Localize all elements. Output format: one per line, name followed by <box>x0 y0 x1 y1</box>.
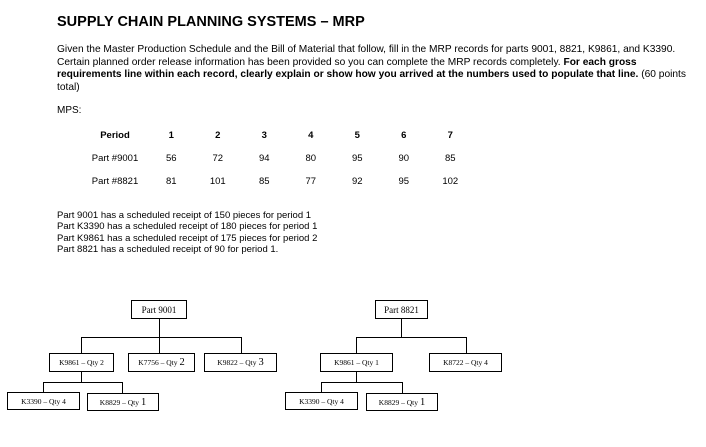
bom-node-label: K9822 – Qty <box>217 358 257 367</box>
period-4: 4 <box>308 130 314 141</box>
table-cell: 94 <box>258 153 270 164</box>
points-text: (60 points total) <box>57 69 686 93</box>
instructions-bold-text: For each gross requirements line within each record, clearly explain or show how you arrived at the numbers used to populate that line. <box>57 56 639 80</box>
page-title: SUPPLY CHAIN PLANNING SYSTEMS – MRP <box>57 14 365 30</box>
bom-node-k3390: K3390 – Qty 4 <box>285 392 358 410</box>
note-line: Part 9001 has a scheduled receipt of 150 pieces for period 1 <box>57 210 312 221</box>
table-cell: 80 <box>305 153 317 164</box>
period-3: 3 <box>261 130 267 141</box>
table-cell: 92 <box>351 176 363 187</box>
bom-node-label: K7756 – Qty <box>138 358 178 367</box>
period-1: 1 <box>168 130 174 141</box>
bom-node-label: K8829 – Qty <box>378 397 418 407</box>
table-cell: 77 <box>305 176 317 187</box>
note-line: Part K9861 has a scheduled receipt of 175 pieces for period 2 <box>57 232 318 244</box>
table-cell: 85 <box>258 176 270 187</box>
period-header: Period <box>100 130 130 141</box>
bom-node-k8829 <box>366 393 438 411</box>
row-label: Part #9001 <box>91 153 139 164</box>
bom-node-qty: 3 <box>258 357 264 368</box>
note-line: Part 8821 has a scheduled receipt of 90 for period 1. <box>57 244 279 256</box>
bom-node-k8829 <box>87 393 159 411</box>
bom-node-k9861: K9861 – Qty 2 <box>49 353 114 372</box>
period-2: 2 <box>215 130 221 141</box>
table-cell: 56 <box>165 153 177 164</box>
bom-node-k3390: K3390 – Qty 4 <box>7 392 80 410</box>
table-cell: 72 <box>212 153 224 164</box>
bom-node-qty: 2 <box>179 357 185 368</box>
bom-node-k9822 <box>204 353 277 372</box>
note-line: Part K3390 has a scheduled receipt of 180 pieces for period 1 <box>57 221 318 233</box>
bom-node-label: K8829 – Qty <box>99 397 139 407</box>
bom-node-k8722: K8722 – Qty 4 <box>429 353 502 372</box>
table-cell: 95 <box>398 176 410 187</box>
table-cell: 102 <box>442 176 459 187</box>
period-6: 6 <box>401 130 407 141</box>
bom-node-part-9001: Part 9001 <box>131 300 187 319</box>
bom-node-part-8821: Part 8821 <box>375 300 428 319</box>
table-cell: 85 <box>444 153 456 164</box>
bom-node-k9861: K9861 – Qty 1 <box>320 353 393 372</box>
row-label: Part #8821 <box>91 176 139 187</box>
table-cell: 101 <box>209 176 226 187</box>
table-cell: 81 <box>165 176 177 187</box>
table-cell: 95 <box>351 153 363 164</box>
bom-node-k7756 <box>128 353 195 372</box>
period-7: 7 <box>447 130 453 141</box>
table-cell: 90 <box>398 153 410 164</box>
period-5: 5 <box>354 130 360 141</box>
mps-label: MPS: <box>57 105 82 116</box>
instructions-text: Given the Master Production Schedule and the Bill of Material that follow, fill in the MRP records for parts 9001, 8821, K9861, and K3390. Certain planned order release information has been provided so you can complete the MRP records completely. <box>57 44 676 68</box>
bom-node-qty: 1 <box>140 396 147 408</box>
bom-node-qty: 1 <box>419 396 426 408</box>
